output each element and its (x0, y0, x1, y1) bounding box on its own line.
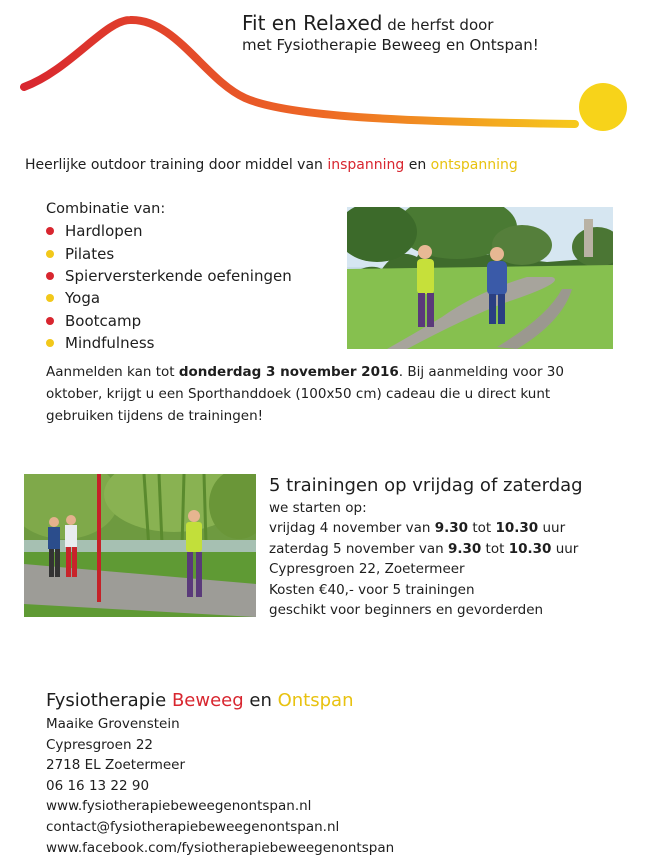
bullet-dot-icon (46, 317, 54, 325)
contact-phone: 06 16 13 22 90 (46, 777, 150, 794)
friday-end: 10.30 (495, 520, 539, 537)
intro-word-red: inspanning (327, 157, 405, 173)
intro-word-yellow: ontspanning (430, 157, 518, 173)
intro-text: Heerlijke outdoor training door middel van (25, 157, 328, 173)
bullet-dot-icon (46, 294, 54, 302)
list-item (46, 287, 292, 309)
intro-line (25, 157, 518, 173)
bullet-dot-icon (46, 250, 54, 258)
registration-text-2: . Bij aanmelding voor 30 oktober, krijgt u een Sporthanddoek (100x50 cm) cadeau die u direct kunt gebruiken tijdens de trainingen! (46, 364, 564, 424)
photo-running-women (347, 207, 613, 349)
registration-text (46, 361, 618, 427)
list-item-label: Spierversterkende oefeningen (65, 266, 292, 285)
list-item (46, 265, 292, 287)
list-item (46, 220, 292, 242)
brand-part-2: en (243, 690, 278, 711)
intro-word-and: en (404, 157, 431, 173)
list-item (46, 332, 292, 354)
contact-facebook[interactable]: www.facebook.com/fysiotherapiebeweegenontspan (46, 839, 395, 856)
registration-deadline: donderdag 3 november 2016 (178, 364, 399, 380)
list-item (46, 310, 292, 332)
contact-city: 2718 EL Zoetermeer (46, 757, 186, 774)
list-item (46, 242, 292, 264)
registration-text-1: Aanmelden kan tot (46, 364, 179, 380)
photo-group-training (24, 474, 256, 617)
schedule-suitable: geschikt voor beginners en gevorderden (269, 602, 544, 619)
list-item-label: Mindfulness (65, 334, 155, 353)
combination-list (46, 220, 292, 354)
bullet-dot-icon (46, 227, 54, 235)
contact-name: Maaike Grovenstein (46, 716, 180, 732)
headline-line2: met Fysiotherapie Beweeg en Ontspan! (242, 36, 539, 54)
headline-rest: de herfst door (387, 16, 494, 34)
brand-yellow: Ontspan (277, 690, 354, 711)
schedule-title: 5 trainingen op vrijdag of zaterdag (269, 475, 583, 496)
contact-website[interactable]: www.fysiotherapiebeweegenontspan.nl (46, 798, 312, 815)
contact-brand (46, 688, 394, 714)
contact-email[interactable]: contact@fysiotherapiebeweegenontspan.nl (46, 818, 340, 835)
schedule-block (269, 474, 583, 620)
contact-block (46, 688, 394, 858)
contact-street: Cypresgroen 22 (46, 736, 153, 753)
list-item-label: Pilates (65, 244, 115, 263)
friday-to: tot (468, 520, 496, 537)
friday-date: vrijdag 4 november van (269, 520, 435, 537)
schedule-friday (269, 518, 583, 538)
list-item-label: Yoga (65, 289, 101, 308)
sun-graphic (579, 83, 627, 131)
bullet-dot-icon (46, 339, 54, 347)
saturday-to: tot (481, 540, 509, 557)
saturday-end: 10.30 (508, 540, 552, 557)
headline-main: Fit en Relaxed (242, 11, 383, 35)
headline (242, 13, 539, 55)
list-item-label: Hardlopen (65, 222, 143, 241)
brand-red: Beweeg (171, 690, 244, 711)
combination-title: Combinatie van: (46, 201, 166, 217)
saturday-date: zaterdag 5 november van (269, 540, 448, 557)
schedule-subtitle: we starten op: (269, 500, 367, 516)
list-item-label: Bootcamp (65, 311, 142, 330)
schedule-saturday (269, 539, 583, 559)
brand-part-1: Fysiotherapie (46, 690, 172, 711)
saturday-unit: uur (551, 540, 579, 557)
schedule-location: Cypresgroen 22, Zoetermeer (269, 561, 465, 578)
schedule-cost: Kosten €40,- voor 5 trainingen (269, 581, 475, 598)
bullet-dot-icon (46, 272, 54, 280)
friday-start: 9.30 (434, 520, 469, 537)
friday-unit: uur (538, 520, 566, 537)
saturday-start: 9.30 (447, 540, 482, 557)
